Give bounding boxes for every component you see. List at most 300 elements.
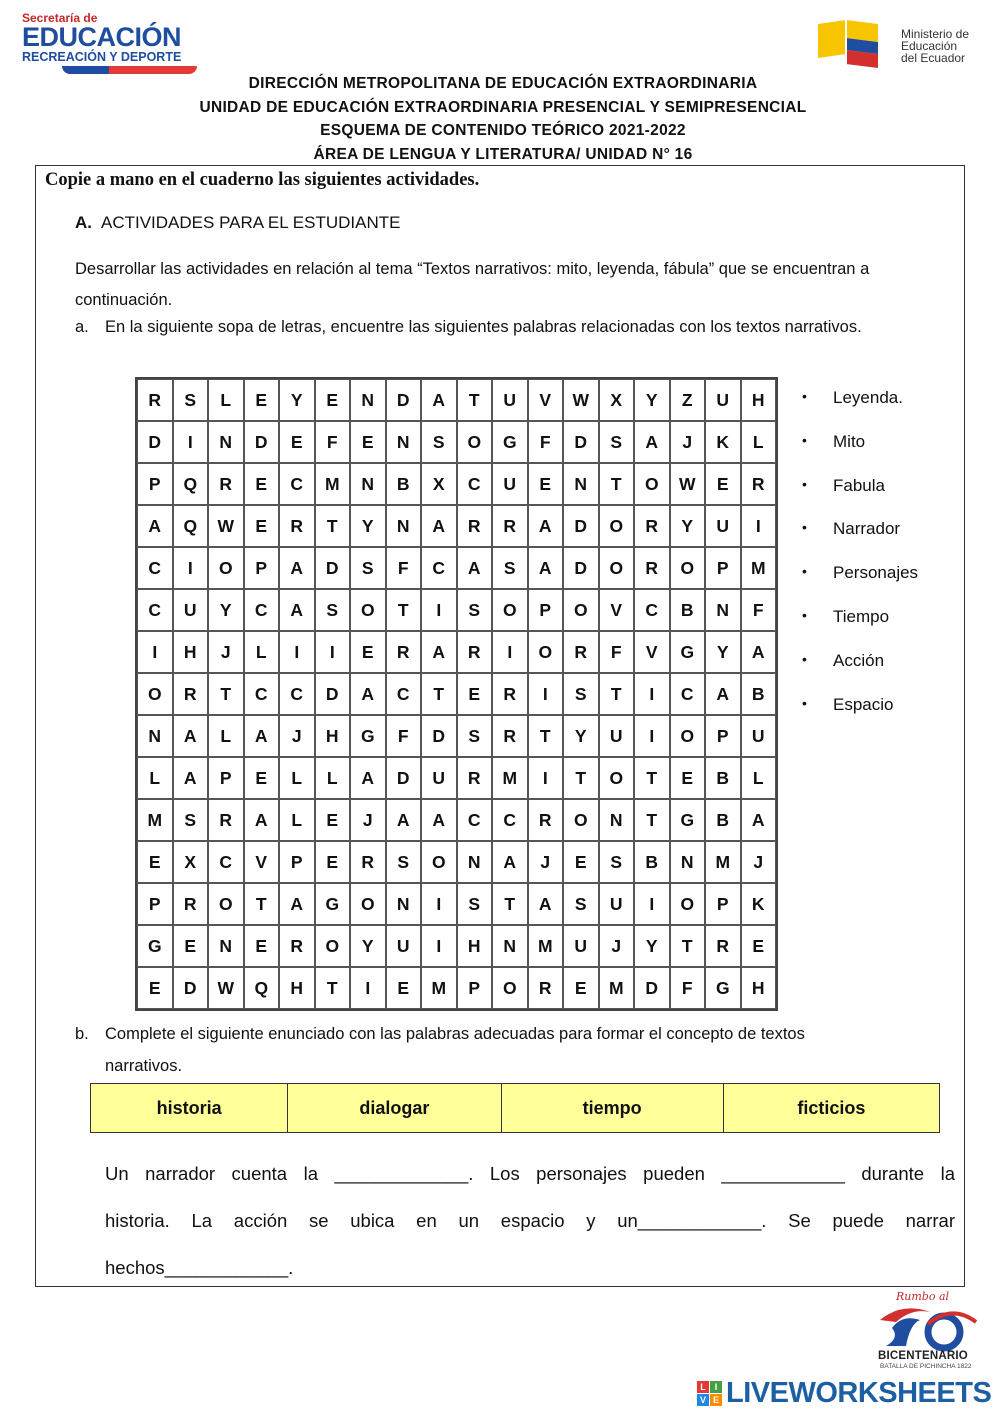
- item-b: [75, 1018, 955, 1082]
- letter-cell[interactable]: X: [421, 463, 457, 505]
- letter-cell[interactable]: S: [599, 841, 635, 883]
- letter-cell[interactable]: J: [670, 421, 706, 463]
- letter-cell[interactable]: S: [457, 715, 493, 757]
- letter-cell[interactable]: U: [741, 715, 777, 757]
- letter-cell[interactable]: N: [457, 841, 493, 883]
- letter-cell[interactable]: C: [244, 673, 280, 715]
- letter-cell[interactable]: T: [599, 463, 635, 505]
- letter-cell[interactable]: L: [741, 421, 777, 463]
- letter-cell[interactable]: P: [705, 547, 741, 589]
- letter-cell[interactable]: L: [208, 715, 244, 757]
- letter-cell[interactable]: R: [386, 631, 422, 673]
- letter-cell[interactable]: T: [208, 673, 244, 715]
- letter-cell[interactable]: E: [386, 967, 422, 1009]
- letter-cell[interactable]: J: [741, 841, 777, 883]
- letter-cell[interactable]: A: [244, 715, 280, 757]
- letter-cell[interactable]: Y: [350, 505, 386, 547]
- brand-mark-letter: I: [710, 1381, 722, 1393]
- letter-cell[interactable]: F: [528, 421, 564, 463]
- letter-cell[interactable]: F: [386, 715, 422, 757]
- letter-cell[interactable]: G: [670, 631, 706, 673]
- letter-cell[interactable]: X: [173, 841, 209, 883]
- letter-cell[interactable]: E: [244, 757, 280, 799]
- letter-cell[interactable]: H: [741, 379, 777, 421]
- letter-cell[interactable]: L: [137, 757, 173, 799]
- paragraph-line[interactable]: historia. La acción se ubica en un espacio y un____________. Se puede narrar: [105, 1210, 955, 1231]
- letter-cell[interactable]: P: [705, 715, 741, 757]
- letter-cell[interactable]: I: [741, 505, 777, 547]
- letter-cell[interactable]: O: [492, 967, 528, 1009]
- title-line: ESQUEMA DE CONTENIDO TEÓRICO 2021-2022: [320, 122, 686, 139]
- letter-cell[interactable]: R: [208, 799, 244, 841]
- item-b-label: b.: [75, 1025, 89, 1043]
- letter-cell[interactable]: C: [492, 799, 528, 841]
- letter-cell[interactable]: B: [670, 589, 706, 631]
- letter-cell[interactable]: E: [315, 379, 351, 421]
- letter-cell[interactable]: S: [563, 673, 599, 715]
- letter-cell[interactable]: O: [315, 925, 351, 967]
- letter-cell[interactable]: C: [208, 841, 244, 883]
- letter-cell[interactable]: U: [563, 925, 599, 967]
- letter-cell[interactable]: O: [137, 673, 173, 715]
- letter-cell[interactable]: V: [244, 841, 280, 883]
- letter-cell[interactable]: T: [457, 379, 493, 421]
- letter-cell[interactable]: T: [386, 589, 422, 631]
- letter-cell[interactable]: S: [350, 547, 386, 589]
- letter-cell[interactable]: I: [492, 631, 528, 673]
- letter-cell[interactable]: D: [563, 547, 599, 589]
- letter-cell[interactable]: S: [563, 883, 599, 925]
- letter-cell[interactable]: T: [315, 967, 351, 1009]
- letter-cell[interactable]: D: [386, 379, 422, 421]
- letter-cell[interactable]: I: [279, 631, 315, 673]
- letter-cell[interactable]: G: [315, 883, 351, 925]
- letter-cell[interactable]: T: [670, 925, 706, 967]
- letter-cell[interactable]: N: [705, 589, 741, 631]
- letter-cell[interactable]: N: [386, 883, 422, 925]
- letter-cell[interactable]: C: [457, 463, 493, 505]
- letter-cell[interactable]: L: [244, 631, 280, 673]
- letter-cell[interactable]: M: [599, 967, 635, 1009]
- letter-cell[interactable]: R: [137, 379, 173, 421]
- letter-cell[interactable]: Y: [350, 925, 386, 967]
- letter-cell[interactable]: E: [173, 925, 209, 967]
- letter-cell[interactable]: B: [705, 757, 741, 799]
- word-list-label: Fabula: [833, 475, 885, 495]
- letter-cell[interactable]: S: [457, 883, 493, 925]
- letter-cell[interactable]: A: [634, 421, 670, 463]
- letter-cell[interactable]: I: [421, 883, 457, 925]
- letter-cell[interactable]: O: [350, 589, 386, 631]
- letter-cell[interactable]: Y: [279, 379, 315, 421]
- letter-cell[interactable]: S: [457, 589, 493, 631]
- letter-cell[interactable]: W: [208, 967, 244, 1009]
- letter-cell[interactable]: U: [599, 715, 635, 757]
- letter-cell[interactable]: T: [634, 757, 670, 799]
- letter-cell[interactable]: N: [208, 421, 244, 463]
- letter-cell[interactable]: V: [634, 631, 670, 673]
- word-bank-item[interactable]: historia: [91, 1084, 288, 1132]
- letter-cell[interactable]: U: [599, 883, 635, 925]
- paragraph-line[interactable]: hechos____________.: [105, 1257, 294, 1278]
- letter-cell[interactable]: P: [137, 883, 173, 925]
- letter-cell[interactable]: M: [137, 799, 173, 841]
- letter-cell[interactable]: A: [421, 631, 457, 673]
- letter-cell[interactable]: T: [528, 715, 564, 757]
- letter-cell[interactable]: A: [386, 799, 422, 841]
- letter-cell[interactable]: O: [563, 589, 599, 631]
- letter-cell[interactable]: E: [137, 841, 173, 883]
- letter-cell[interactable]: E: [563, 967, 599, 1009]
- letter-cell[interactable]: M: [705, 841, 741, 883]
- letter-cell[interactable]: H: [279, 967, 315, 1009]
- letter-cell[interactable]: B: [634, 841, 670, 883]
- letter-cell[interactable]: N: [670, 841, 706, 883]
- letter-cell[interactable]: Y: [634, 925, 670, 967]
- word-bank-item[interactable]: ficticios: [797, 1097, 866, 1118]
- letter-cell[interactable]: O: [208, 547, 244, 589]
- letter-cell[interactable]: O: [670, 715, 706, 757]
- letter-cell[interactable]: O: [670, 883, 706, 925]
- letter-cell[interactable]: R: [350, 841, 386, 883]
- letter-cell[interactable]: R: [457, 505, 493, 547]
- letter-cell[interactable]: R: [173, 883, 209, 925]
- letter-cell[interactable]: C: [457, 799, 493, 841]
- letter-cell[interactable]: I: [315, 631, 351, 673]
- letter-cell[interactable]: N: [137, 715, 173, 757]
- letter-cell[interactable]: A: [421, 379, 457, 421]
- letter-cell[interactable]: A: [528, 505, 564, 547]
- letter-cell[interactable]: D: [315, 673, 351, 715]
- letter-cell[interactable]: A: [173, 757, 209, 799]
- word-bank-item[interactable]: tiempo: [502, 1084, 724, 1132]
- letter-cell[interactable]: G: [670, 799, 706, 841]
- letter-cell[interactable]: N: [350, 379, 386, 421]
- letter-cell[interactable]: F: [599, 631, 635, 673]
- letter-cell[interactable]: O: [492, 589, 528, 631]
- letter-cell[interactable]: P: [279, 841, 315, 883]
- letter-cell[interactable]: Q: [244, 967, 280, 1009]
- letter-cell[interactable]: R: [279, 925, 315, 967]
- letter-cell[interactable]: U: [492, 463, 528, 505]
- letter-cell[interactable]: L: [741, 757, 777, 799]
- letter-cell[interactable]: R: [741, 463, 777, 505]
- letter-cell[interactable]: H: [315, 715, 351, 757]
- letter-cell[interactable]: J: [599, 925, 635, 967]
- letter-cell[interactable]: P: [244, 547, 280, 589]
- letter-cell[interactable]: R: [528, 967, 564, 1009]
- letter-cell[interactable]: A: [457, 547, 493, 589]
- item-b-text1: Complete el siguiente enunciado con las palabras adecuadas para formar el concepto de textos: [105, 1025, 805, 1043]
- letter-cell[interactable]: D: [634, 967, 670, 1009]
- secretaria-educacion-logo: [22, 12, 204, 74]
- letter-cell[interactable]: U: [705, 505, 741, 547]
- letter-cell[interactable]: I: [137, 631, 173, 673]
- letter-cell[interactable]: R: [208, 463, 244, 505]
- word-list-item: [800, 607, 918, 651]
- word-list-item: [800, 519, 918, 563]
- letter-cell[interactable]: L: [279, 799, 315, 841]
- letter-cell[interactable]: G: [705, 967, 741, 1009]
- letter-cell[interactable]: N: [208, 925, 244, 967]
- letter-cell[interactable]: E: [563, 841, 599, 883]
- letter-cell[interactable]: O: [634, 463, 670, 505]
- letter-cell[interactable]: H: [457, 925, 493, 967]
- letter-cell[interactable]: E: [244, 505, 280, 547]
- letter-cell[interactable]: A: [279, 883, 315, 925]
- letter-cell[interactable]: R: [457, 757, 493, 799]
- letter-cell[interactable]: H: [741, 967, 777, 1009]
- letter-cell[interactable]: C: [137, 589, 173, 631]
- letter-cell[interactable]: A: [528, 883, 564, 925]
- letter-cell[interactable]: A: [741, 631, 777, 673]
- letter-cell[interactable]: W: [563, 379, 599, 421]
- letter-cell[interactable]: T: [492, 883, 528, 925]
- letter-cell[interactable]: O: [599, 505, 635, 547]
- letter-cell[interactable]: T: [244, 883, 280, 925]
- letter-cell[interactable]: O: [208, 883, 244, 925]
- letter-cell[interactable]: A: [350, 757, 386, 799]
- letter-cell[interactable]: G: [137, 925, 173, 967]
- bicentenario-logo: [872, 1290, 982, 1370]
- letter-cell[interactable]: B: [386, 463, 422, 505]
- letter-cell[interactable]: C: [670, 673, 706, 715]
- ministerio-flag-icon: [816, 18, 896, 72]
- letter-cell[interactable]: P: [208, 757, 244, 799]
- letter-cell[interactable]: E: [457, 673, 493, 715]
- letter-cell[interactable]: P: [457, 967, 493, 1009]
- letter-cell[interactable]: F: [741, 589, 777, 631]
- letter-cell[interactable]: A: [421, 799, 457, 841]
- title-line: DIRECCIÓN METROPOLITANA DE EDUCACIÓN EXTRAORDINARIA: [248, 75, 758, 92]
- letter-cell[interactable]: E: [244, 379, 280, 421]
- letter-cell[interactable]: I: [173, 547, 209, 589]
- letter-cell[interactable]: E: [315, 841, 351, 883]
- letter-cell[interactable]: R: [634, 505, 670, 547]
- letter-cell[interactable]: R: [457, 631, 493, 673]
- letter-cell[interactable]: Q: [173, 463, 209, 505]
- letter-cell[interactable]: A: [173, 715, 209, 757]
- letter-cell[interactable]: C: [279, 673, 315, 715]
- letter-cell[interactable]: I: [528, 673, 564, 715]
- letter-cell[interactable]: F: [670, 967, 706, 1009]
- letter-cell[interactable]: A: [137, 505, 173, 547]
- letter-cell[interactable]: N: [599, 799, 635, 841]
- letter-cell[interactable]: E: [244, 463, 280, 505]
- letter-cell[interactable]: B: [741, 673, 777, 715]
- letter-cell[interactable]: U: [421, 757, 457, 799]
- instruction-text: Copie a mano en el cuaderno las siguientes actividades.: [45, 170, 480, 190]
- letter-cell[interactable]: R: [705, 925, 741, 967]
- letter-cell[interactable]: J: [528, 841, 564, 883]
- letter-cell[interactable]: C: [244, 589, 280, 631]
- letter-cell[interactable]: G: [350, 715, 386, 757]
- letter-cell[interactable]: Z: [670, 379, 706, 421]
- letter-cell[interactable]: E: [528, 463, 564, 505]
- letter-cell[interactable]: I: [528, 757, 564, 799]
- letter-cell[interactable]: S: [599, 421, 635, 463]
- letter-cell[interactable]: D: [563, 421, 599, 463]
- letter-cell[interactable]: Q: [173, 505, 209, 547]
- letter-cell[interactable]: E: [705, 463, 741, 505]
- letter-cell[interactable]: M: [528, 925, 564, 967]
- letter-cell[interactable]: A: [244, 799, 280, 841]
- letter-cell[interactable]: J: [208, 631, 244, 673]
- letter-cell[interactable]: R: [528, 799, 564, 841]
- paragraph-line[interactable]: Un narrador cuenta la _____________. Los personajes pueden ____________ durante la: [105, 1163, 955, 1184]
- letter-cell[interactable]: C: [279, 463, 315, 505]
- letter-cell[interactable]: I: [421, 925, 457, 967]
- letter-cell[interactable]: O: [599, 547, 635, 589]
- letter-cell[interactable]: T: [599, 673, 635, 715]
- letter-cell[interactable]: S: [492, 547, 528, 589]
- letter-cell[interactable]: P: [705, 883, 741, 925]
- item-a-label: a.: [75, 318, 89, 336]
- word-list-label: Espacio: [833, 694, 894, 714]
- liveworksheets-name: LIVEWORKSHEETS: [726, 1376, 992, 1409]
- letter-cell[interactable]: C: [421, 547, 457, 589]
- letter-cell[interactable]: D: [315, 547, 351, 589]
- letter-cell[interactable]: P: [137, 463, 173, 505]
- letter-cell[interactable]: I: [634, 673, 670, 715]
- letter-cell[interactable]: O: [350, 883, 386, 925]
- letter-cell[interactable]: A: [350, 673, 386, 715]
- letter-cell[interactable]: E: [244, 925, 280, 967]
- letter-cell[interactable]: A: [705, 673, 741, 715]
- letter-cell[interactable]: O: [670, 547, 706, 589]
- letter-cell[interactable]: M: [492, 757, 528, 799]
- title-line: ÁREA DE LENGUA Y LITERATURA/ UNIDAD N° 16: [313, 145, 693, 163]
- letter-cell[interactable]: N: [563, 463, 599, 505]
- letter-cell[interactable]: R: [279, 505, 315, 547]
- letter-cell[interactable]: E: [279, 421, 315, 463]
- letter-cell[interactable]: Y: [705, 631, 741, 673]
- letter-cell[interactable]: T: [634, 799, 670, 841]
- word-bank-item[interactable]: dialogar: [288, 1084, 501, 1132]
- letter-cell[interactable]: L: [279, 757, 315, 799]
- letter-cell[interactable]: N: [386, 421, 422, 463]
- letter-cell[interactable]: K: [741, 883, 777, 925]
- letter-cell[interactable]: D: [244, 421, 280, 463]
- letter-cell[interactable]: E: [741, 925, 777, 967]
- letter-cell[interactable]: C: [386, 673, 422, 715]
- letter-cell[interactable]: J: [350, 799, 386, 841]
- letter-cell[interactable]: O: [528, 631, 564, 673]
- letter-cell[interactable]: T: [421, 673, 457, 715]
- letter-cell[interactable]: R: [492, 673, 528, 715]
- letter-cell[interactable]: S: [315, 589, 351, 631]
- letter-cell[interactable]: E: [315, 799, 351, 841]
- letter-cell[interactable]: I: [173, 421, 209, 463]
- fill-in-paragraph: [105, 1150, 955, 1291]
- letter-cell[interactable]: D: [173, 967, 209, 1009]
- letter-cell[interactable]: I: [350, 967, 386, 1009]
- letter-cell[interactable]: Y: [634, 379, 670, 421]
- letter-cell[interactable]: E: [350, 631, 386, 673]
- letter-cell[interactable]: L: [315, 757, 351, 799]
- letter-cell[interactable]: D: [563, 505, 599, 547]
- letter-cell[interactable]: D: [421, 715, 457, 757]
- letter-cell[interactable]: Y: [670, 505, 706, 547]
- letter-cell[interactable]: S: [173, 799, 209, 841]
- letter-cell[interactable]: N: [350, 463, 386, 505]
- letter-cell[interactable]: S: [421, 421, 457, 463]
- letter-cell[interactable]: O: [457, 421, 493, 463]
- letter-cell[interactable]: E: [670, 757, 706, 799]
- letter-cell[interactable]: U: [705, 379, 741, 421]
- letter-cell[interactable]: A: [279, 547, 315, 589]
- letter-cell[interactable]: R: [634, 547, 670, 589]
- letter-cell[interactable]: F: [315, 421, 351, 463]
- letter-cell[interactable]: M: [421, 967, 457, 1009]
- letter-cell[interactable]: A: [741, 799, 777, 841]
- letter-cell[interactable]: S: [173, 379, 209, 421]
- letter-cell[interactable]: V: [528, 379, 564, 421]
- letter-cell[interactable]: U: [492, 379, 528, 421]
- letter-cell[interactable]: D: [137, 421, 173, 463]
- letter-cell[interactable]: B: [705, 799, 741, 841]
- letter-cell[interactable]: C: [137, 547, 173, 589]
- letter-cell[interactable]: P: [528, 589, 564, 631]
- letter-cell[interactable]: I: [634, 715, 670, 757]
- letter-cell[interactable]: A: [279, 589, 315, 631]
- bicentenario-emblem-icon: [872, 1298, 982, 1358]
- letter-cell[interactable]: W: [208, 505, 244, 547]
- letter-cell[interactable]: R: [492, 715, 528, 757]
- letter-cell[interactable]: N: [492, 925, 528, 967]
- letter-cell[interactable]: K: [705, 421, 741, 463]
- letter-cell[interactable]: L: [208, 379, 244, 421]
- letter-cell[interactable]: Y: [208, 589, 244, 631]
- letter-cell[interactable]: R: [492, 505, 528, 547]
- letter-cell[interactable]: T: [563, 757, 599, 799]
- letter-cell[interactable]: A: [528, 547, 564, 589]
- letter-cell[interactable]: I: [421, 589, 457, 631]
- letter-cell[interactable]: E: [137, 967, 173, 1009]
- letter-cell[interactable]: E: [350, 421, 386, 463]
- letter-cell[interactable]: I: [634, 883, 670, 925]
- letter-cell[interactable]: W: [670, 463, 706, 505]
- letter-cell[interactable]: H: [173, 631, 209, 673]
- letter-cell[interactable]: R: [563, 631, 599, 673]
- letter-cell[interactable]: A: [421, 505, 457, 547]
- letter-cell[interactable]: O: [421, 841, 457, 883]
- letter-cell[interactable]: C: [634, 589, 670, 631]
- letter-cell[interactable]: V: [599, 589, 635, 631]
- letter-cell[interactable]: O: [599, 757, 635, 799]
- letter-cell[interactable]: N: [386, 505, 422, 547]
- liveworksheets-brand: [697, 1375, 997, 1411]
- letter-cell[interactable]: D: [386, 757, 422, 799]
- letter-cell[interactable]: Y: [563, 715, 599, 757]
- letter-cell[interactable]: R: [173, 673, 209, 715]
- letter-cell[interactable]: U: [386, 925, 422, 967]
- letter-cell[interactable]: J: [279, 715, 315, 757]
- letter-cell[interactable]: T: [315, 505, 351, 547]
- letter-cell[interactable]: X: [599, 379, 635, 421]
- word-list-label: Mito: [833, 431, 866, 451]
- letter-cell[interactable]: M: [315, 463, 351, 505]
- letter-cell[interactable]: S: [386, 841, 422, 883]
- item-a-text: En la siguiente sopa de letras, encuentre las siguientes palabras relacionadas con los textos narrativos.: [105, 318, 862, 336]
- letter-cell[interactable]: F: [386, 547, 422, 589]
- letter-cell[interactable]: A: [492, 841, 528, 883]
- letter-cell[interactable]: G: [492, 421, 528, 463]
- letter-cell[interactable]: M: [741, 547, 777, 589]
- word-list-item: [800, 476, 918, 520]
- letter-cell[interactable]: O: [563, 799, 599, 841]
- letter-cell[interactable]: U: [173, 589, 209, 631]
